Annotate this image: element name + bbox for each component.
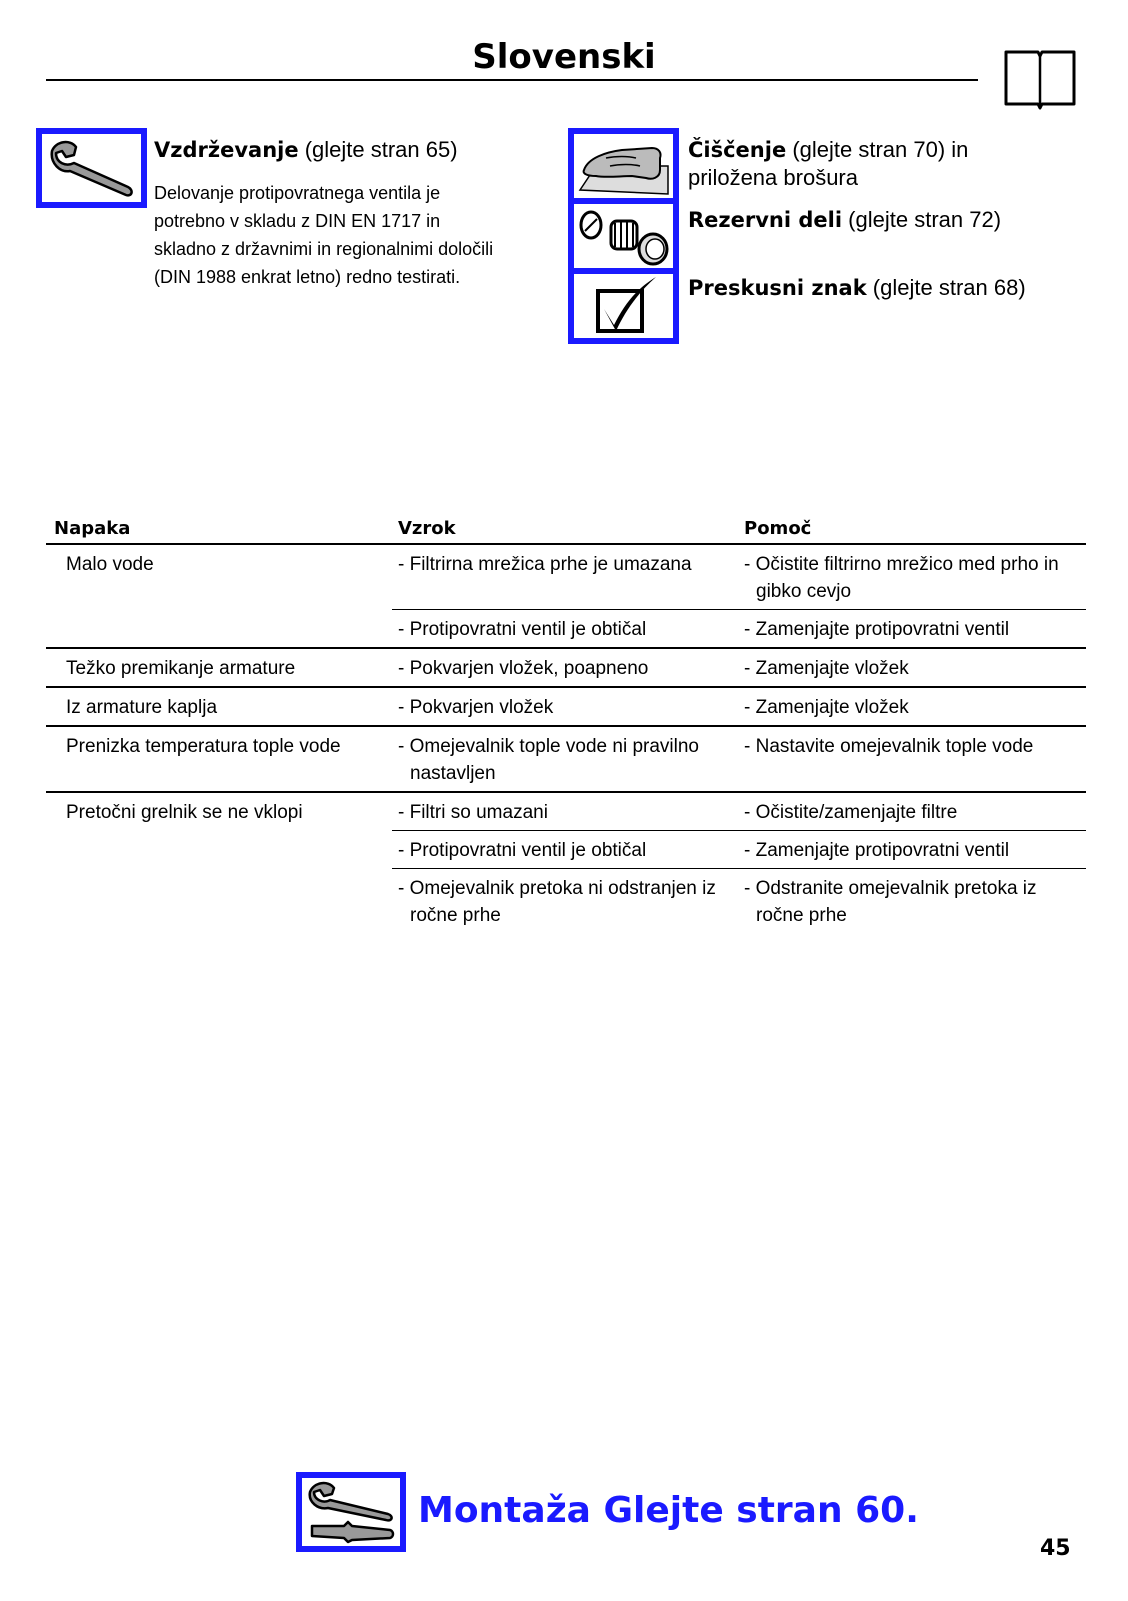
- spare-parts-heading: Rezervni deli (glejte stran 72): [688, 207, 1002, 232]
- cleaning-heading-line2: priložena brošura: [688, 165, 858, 190]
- remedy-cell: - Očistite/zamenjajte filtre: [744, 802, 958, 823]
- fault-cell: Pretočni grelnik se ne vklopi: [46, 792, 392, 831]
- tools-icon-box: [296, 1472, 406, 1552]
- maintenance-text: [154, 179, 554, 291]
- remedy-cell: - Zamenjajte vložek: [744, 658, 909, 679]
- table-header-row: [46, 518, 1086, 544]
- table-row: [46, 544, 1086, 610]
- page-title: Slovenski: [472, 37, 656, 77]
- fault-cell: [46, 831, 392, 869]
- remedy-cell: - Zamenjajte protipovratni ventil: [744, 840, 1010, 861]
- table-row: [46, 610, 1086, 649]
- column-header-remedy: Pomoč: [738, 518, 1086, 544]
- maintenance-text-line: skladno z državnimi in regionalnimi določili: [154, 239, 494, 259]
- table-row: [46, 687, 1086, 726]
- spare-parts-icon-box: [568, 198, 679, 274]
- cause-cell: - Filtri so umazani: [398, 802, 548, 823]
- cause-cell: - Omejevalnik tople vode ni pravilno nastavljen: [398, 736, 699, 784]
- remedy-cell: - Očistite filtrirno mrežico med prho in gibko cevjo: [744, 554, 1059, 602]
- troubleshooting-table: [46, 518, 1086, 933]
- cause-cell: - Protipovratni ventil je obtičal: [398, 619, 647, 640]
- wrench-icon-box: [36, 128, 147, 208]
- fault-cell: Prenizka temperatura tople vode: [46, 726, 392, 792]
- fault-cell: Malo vode: [66, 554, 154, 575]
- page-number: 45: [1040, 1536, 1071, 1561]
- fault-cell: Težko premikanje armature: [46, 648, 392, 687]
- maintenance-text-line: potrebno v skladu z DIN EN 1717 in: [154, 211, 441, 231]
- remedy-cell: - Zamenjajte vložek: [744, 697, 909, 718]
- maintenance-text-line: Delovanje protipovratnega ventila je: [154, 183, 441, 203]
- tools-icon: [304, 1480, 398, 1544]
- column-header-cause: Vzrok: [392, 518, 738, 544]
- checkmark-icon: [584, 275, 664, 337]
- table-row: [46, 648, 1086, 687]
- cause-cell: - Omejevalnik pretoka ni odstranjen iz ročne prhe: [398, 878, 716, 926]
- cause-cell: - Filtrirna mrežica prhe je umazana: [398, 554, 692, 575]
- spare-parts-icon: [575, 205, 673, 267]
- wrench-icon: [46, 137, 138, 199]
- maintenance-text-line: (DIN 1988 enkrat letno) redno testirati.: [154, 267, 461, 287]
- table-row: [46, 726, 1086, 792]
- cleaning-icon-box: [568, 128, 679, 204]
- table-row: [46, 869, 1086, 934]
- footer-title: Montaža Glejte stran 60.: [418, 1490, 919, 1531]
- fault-cell: [46, 869, 392, 934]
- fault-cell: Iz armature kaplja: [46, 687, 392, 726]
- column-header-fault: Napaka: [46, 518, 392, 544]
- table-row: [46, 792, 1086, 831]
- cleaning-hand-icon: [576, 136, 672, 196]
- cause-cell: - Protipovratni ventil je obtičal: [398, 840, 647, 861]
- fault-cell: [46, 610, 392, 649]
- book-icon: [1002, 48, 1078, 112]
- remedy-cell: - Odstranite omejevalnik pretoka iz ročne prhe: [744, 878, 1037, 926]
- table-row: [46, 831, 1086, 869]
- title-rule: [46, 79, 978, 81]
- cause-cell: - Pokvarjen vložek: [398, 697, 554, 718]
- cleaning-heading: Čiščenje (glejte stran 70) in: [688, 137, 969, 162]
- test-mark-icon-box: [568, 268, 679, 344]
- cause-cell: - Pokvarjen vložek, poapneno: [398, 658, 649, 679]
- remedy-cell: - Zamenjajte protipovratni ventil: [744, 619, 1010, 640]
- test-mark-heading: Preskusni znak (glejte stran 68): [688, 275, 1026, 300]
- remedy-cell: - Nastavite omejevalnik tople vode: [744, 736, 1034, 757]
- maintenance-heading: Vzdrževanje (glejte stran 65): [154, 137, 458, 162]
